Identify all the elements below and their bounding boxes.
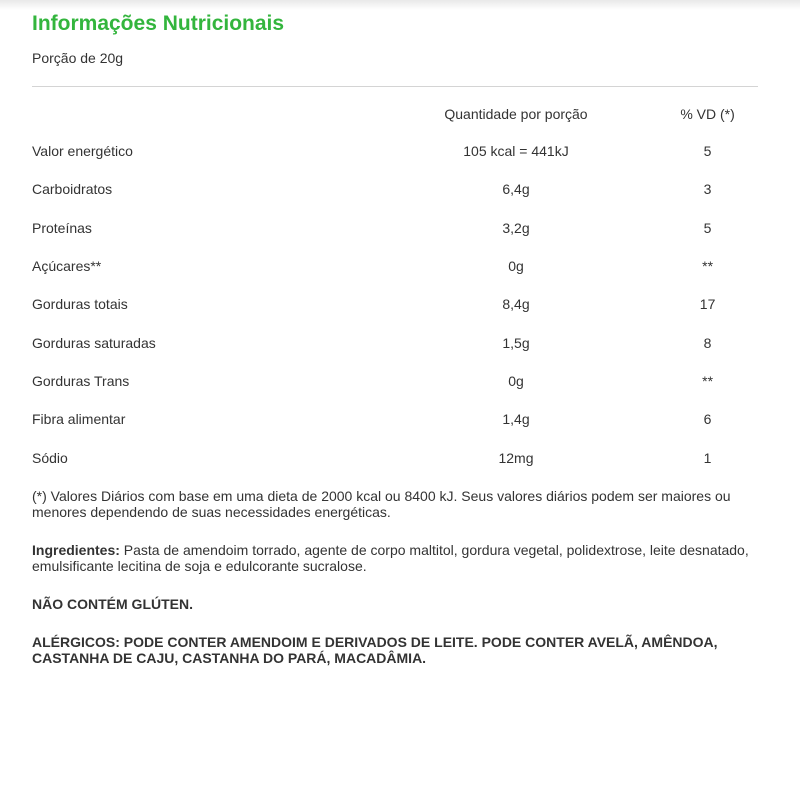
nutrient-name: Gorduras Trans [32,372,130,389]
ingredients-text: Pasta de amendoim torrado, agente de corpo maltitol, gordura vegetal, polidextrose, leite desnatado, emulsificante lecitina de soja e edulcorante sucralose. [32,542,749,574]
nutrient-quantity: 0g [508,372,524,389]
nutrition-table [32,96,758,477]
column-header-quantity: Quantidade por porção [444,106,588,122]
nutrient-quantity: 12mg [498,449,534,466]
nutrient-quantity: 0g [508,258,524,275]
nutrient-name: Fibra alimentar [32,411,126,428]
table-row [32,285,758,323]
nutrient-daily-value: 6 [703,411,712,428]
column-header-daily-value: % VD (*) [680,106,735,122]
nutrient-name: Gorduras totais [32,296,128,313]
nutrient-name: Gorduras saturadas [32,334,156,351]
gluten-notice: NÃO CONTÉM GLÚTEN. [32,596,193,612]
table-header-row [32,96,758,132]
nutrient-name: Carboidratos [32,181,113,198]
daily-value-footnote: (*) Valores Diários com base em uma dieta de 2000 kcal ou 8400 kJ. Seus valores diários podem ser maiores ou menores dependendo de suas necessidades energéticas. [32,488,731,520]
nutrient-quantity: 6,4g [502,181,530,198]
top-shadow [0,0,800,10]
ingredients-section [32,542,758,574]
nutrient-daily-value: ** [702,372,714,389]
page-title: Informações Nutricionais [32,12,285,35]
nutrient-quantity: 1,5g [502,334,530,351]
table-row [32,247,758,285]
table-row [32,209,758,247]
column-header-nutrient [32,96,375,132]
table-row [32,170,758,208]
nutrient-daily-value: 3 [703,181,712,198]
nutrient-quantity: 1,4g [502,411,530,428]
nutrient-quantity: 8,4g [502,296,530,313]
nutrient-name: Proteínas [32,219,92,236]
table-row [32,400,758,438]
nutrient-daily-value: 8 [703,334,712,351]
nutrient-daily-value: 1 [703,449,712,466]
nutrient-daily-value: 5 [703,143,712,160]
nutrient-quantity: 105 kcal = 441kJ [463,143,569,160]
table-row [32,362,758,400]
table-row [32,323,758,361]
nutrient-daily-value: ** [702,258,714,275]
table-row [32,438,758,476]
table-row [32,132,758,170]
nutrient-name: Açúcares** [32,258,102,275]
allergens-notice: ALÉRGICOS: PODE CONTER AMENDOIM E DERIVADOS DE LEITE. PODE CONTER AVELÃ, AMÊNDOA, CASTANHA DE CAJU, CASTANHA DO PARÁ, MACADÂMIA. [32,634,718,666]
nutrient-name: Valor energético [32,143,133,160]
divider [32,86,758,87]
portion-size: Porção de 20g [32,50,124,66]
ingredients-label: Ingredientes: [32,542,120,558]
nutrient-daily-value: 17 [699,296,716,313]
nutrient-quantity: 3,2g [502,219,530,236]
nutrient-daily-value: 5 [703,219,712,236]
nutrient-name: Sódio [32,449,68,466]
